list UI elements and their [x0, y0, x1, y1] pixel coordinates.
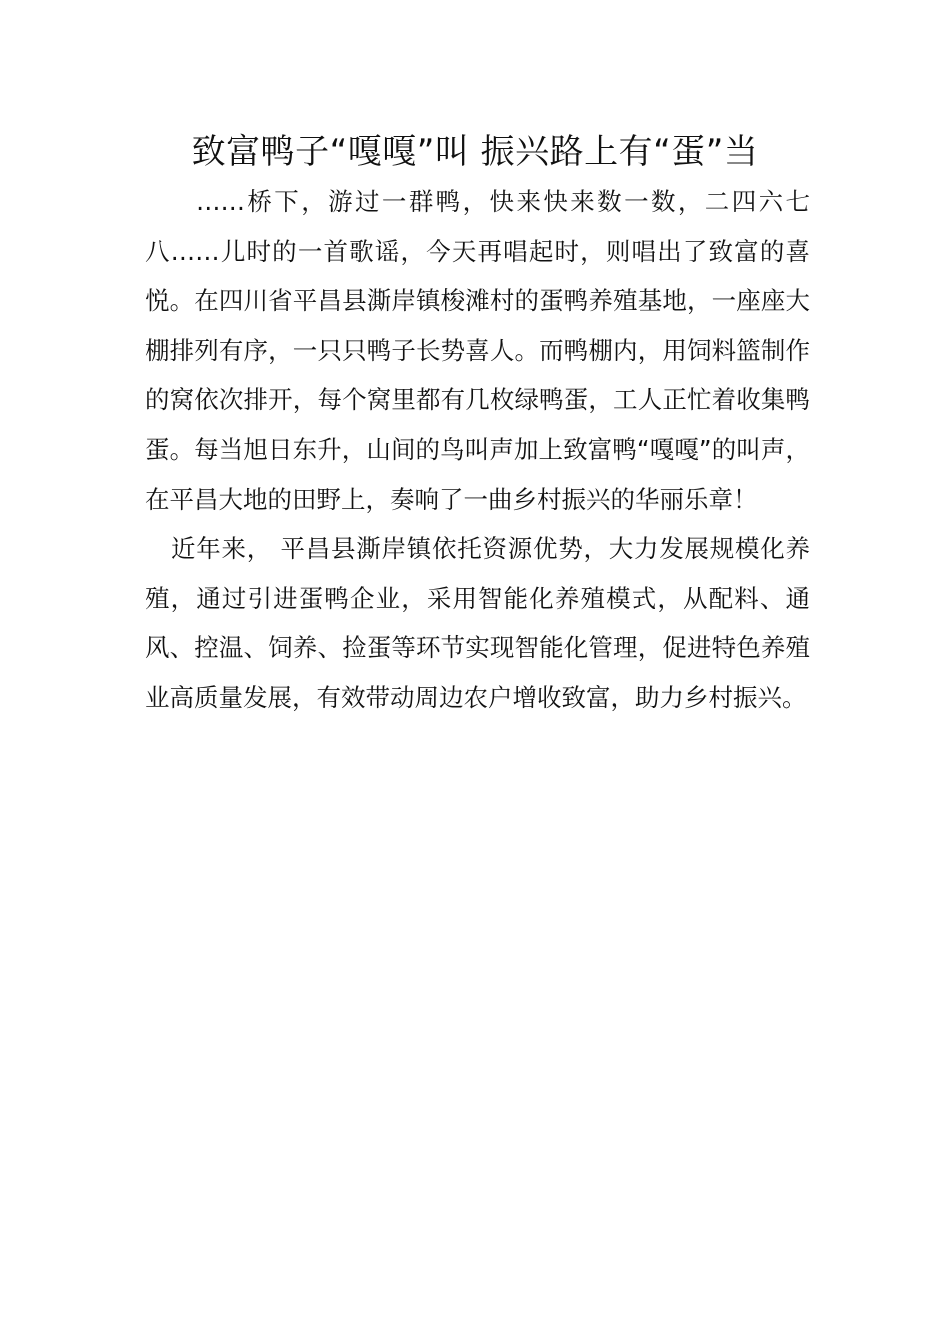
- document-title: 致富鸭子“嘎嘎”叫 振兴路上有“蛋”当: [191, 132, 759, 172]
- paragraph-1: ……桥下，游过一群鸭，快来快来数一数，二四六七八……儿时的一首歌谣，今天再唱起时，则唱出了致富的喜悦。在四川省平昌县澌岸镇梭滩村的蛋鸭养殖基地，一座座大棚排列有序，一只只鸭子长势喜人。而鸭棚内，用饲料篮制作的窝依次排开，每个窝里都有几枚绿鸭蛋，工人正忙着收集鸭蛋。每当旭日东升，山间的鸟叫声加上致富鸭“嘎嘎”的叫声，在平昌大地的田野上，奏响了一曲乡村振兴的华丽乐章！: [145, 187, 810, 514]
- paragraph-2: 近年来， 平昌县澌岸镇依托资源优势，大力发展规模化养殖，通过引进蛋鸭企业，采用智能化养殖模式，从配料、通风、控温、饲养、捡蛋等环节实现智能化管理，促进特色养殖业高质量发展，有效带动周边农户增收致富，助力乡村振兴。: [145, 534, 810, 712]
- document-body: [145, 177, 810, 723]
